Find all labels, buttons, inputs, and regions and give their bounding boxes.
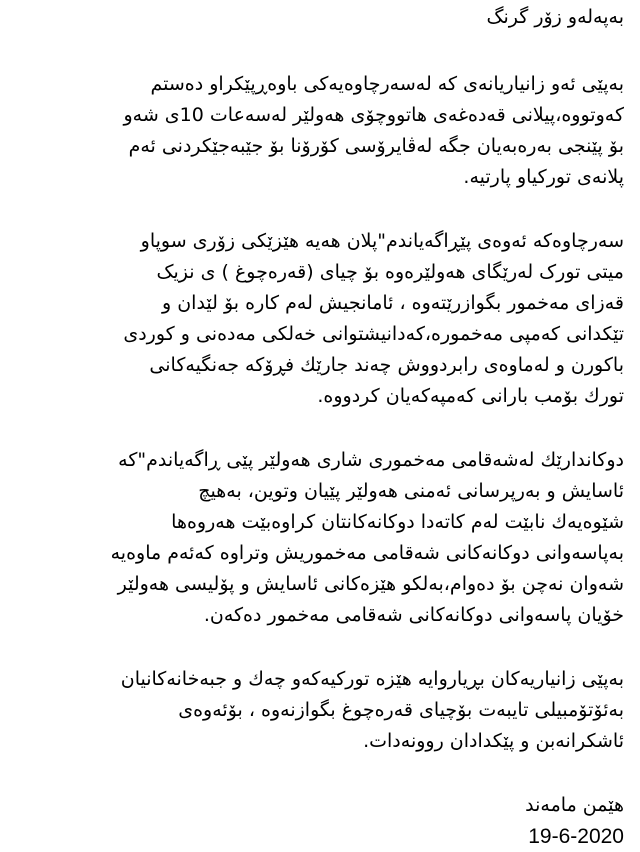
paragraph-line: دوکاندارێك لەشەقامی مەخموری شاری هەولێر پێی ڕاگەیاندم"کە	[118, 449, 624, 471]
paragraph-line: سەرچاوەکە ئەوەی پێڕاگەیاندم"پلان هەیە هێزێکی زۆری سوپاو	[140, 230, 624, 252]
paragraph-line: شەوان نەچن بۆ دەوام،بەلکو هێزەکانی ئاسایش و پۆلیسی هەولێر	[117, 573, 624, 595]
paragraph-line: تێکدانی کەمپی مەخمورە،کەدانیشتوانی خەلکی مەدەنی و کوردی	[123, 323, 624, 345]
paragraph-line: باکورن و لەماوەی رابردووش چەند جارێك فڕۆکە جەنگیەکانی	[149, 354, 624, 376]
document-title: بەپەلەو زۆر گرنگ	[486, 6, 624, 28]
paragraph-line: میتی تورک لەرێگای هەولێرەوە بۆ چیای (قەرەچوغ ) ی نزیک	[156, 261, 624, 283]
paragraph-3	[14, 445, 624, 631]
paragraph-line: پلانەی تورکیاو پارتیە.	[463, 166, 624, 188]
author-name: هێمن مامەند	[525, 794, 624, 816]
paragraph-line: بەپێی ئەو زانیاریانەی کە لەسەرچاوەیەکی باوەڕپێکراو دەستم	[150, 73, 624, 95]
paragraph-line: بۆ پێنجی بەرەبەیان جگە لەڤایرۆسی کۆرۆنا بۆ جێبەجێکردنی ئەم	[128, 135, 624, 157]
paragraph-line: تورك بۆمب بارانی کەمپەکەیان کردووە.	[317, 385, 624, 407]
paragraph-line: ئاسایش و بەرپرسانی ئەمنی هەولێر پێیان وتوین، بەهیچ	[198, 480, 624, 502]
document-date: 19-6-2020	[528, 825, 624, 848]
paragraph-1	[14, 69, 624, 193]
signature-block	[14, 790, 624, 852]
paragraph-line: ئاشکرانەبن و پێکدادان روونەدات.	[363, 730, 624, 752]
paragraph-line: قەزای مەخمور بگوازرێتەوە ، ئامانجیش لەم کارە بۆ لێدان و	[162, 292, 624, 314]
paragraph-4	[14, 664, 624, 757]
paragraph-2	[14, 226, 624, 412]
paragraph-line: بەپێی زانیاریەکان بڕیاروایە هێزە تورکیەکەو چەك و جبەخانەکانیان	[120, 668, 624, 690]
paragraph-line: بەپاسەوانی دوکانەکانی شەقامی مەخموریش وتراوە کەئەم ماوەیە	[110, 542, 624, 564]
paragraph-line: کەوتووە،پیلانی قەدەغەی هاتووچۆی هەولێر لەسەعات 10ی شەو	[123, 104, 624, 126]
paragraph-line: شێوەیەك نابێت لەم کاتەدا دوکانەکانتان کراوەبێت هەروەها	[171, 511, 624, 533]
paragraph-line: خۆیان پاسەوانی دوکانەکانی شەقامی مەخمور دەکەن.	[203, 604, 624, 626]
paragraph-line: بەئۆتۆمبیلی تایبەت بۆچیای قەرەچوغ بگوازنەوە ، بۆئەوەی	[178, 699, 624, 721]
